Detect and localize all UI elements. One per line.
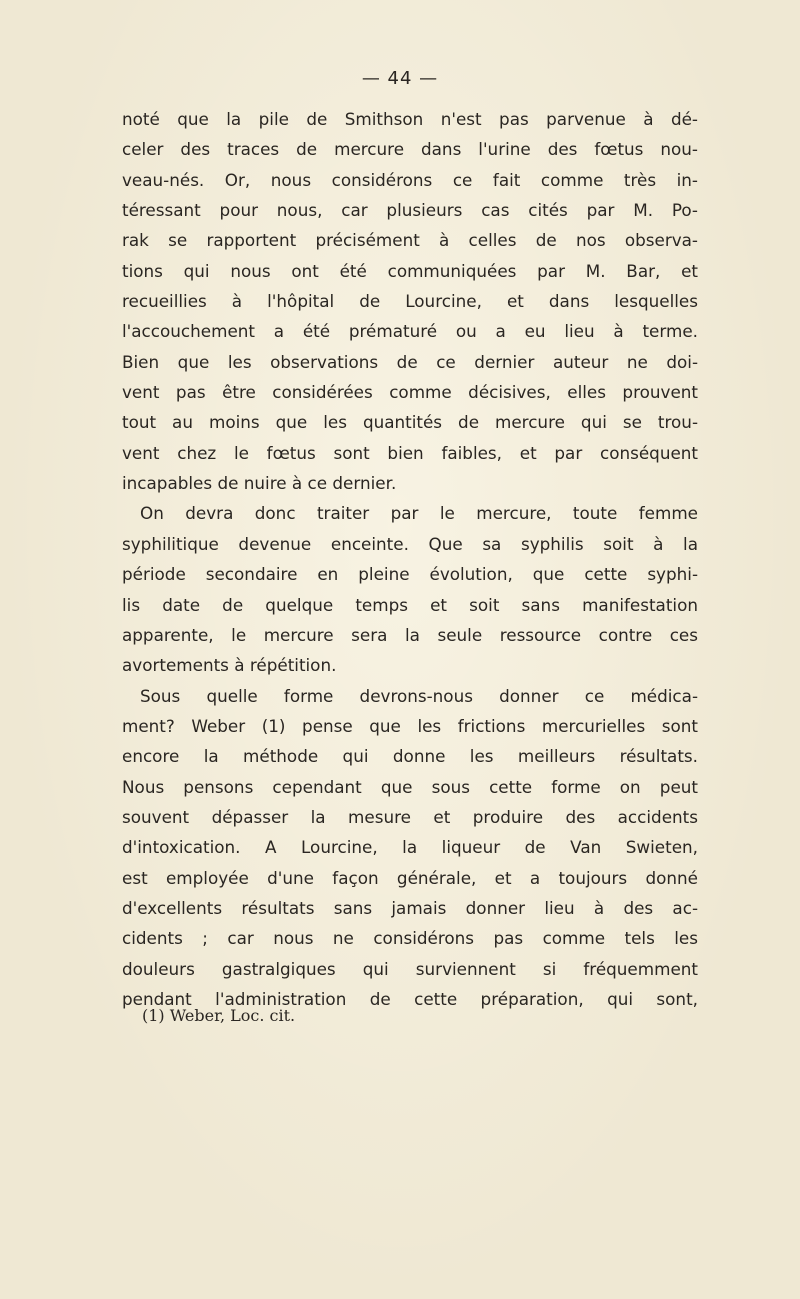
text-line: d'excellents résultats sans jamais donner lieu à des ac- [122, 897, 698, 918]
body-text [122, 104, 698, 1014]
text-line: vent chez le fœtus sont bien faibles, et par conséquent [122, 442, 698, 463]
text-line: Sous quelle forme devrons-nous donner ce médica- [140, 685, 698, 706]
text-line: Nous pensons cependant que sous cette forme on peut [122, 776, 698, 797]
text-line: douleurs gastralgiques qui surviennent si fréquemment [122, 958, 698, 979]
text-line: période secondaire en pleine évolution, que cette syphi- [122, 564, 698, 585]
text-line: noté que la pile de Smithson n'est pas parvenue à dé- [122, 109, 698, 129]
text-line: apparente, le mercure sera la seule ressource contre ces [122, 624, 698, 645]
text-line: incapables de nuire à ce dernier. [122, 473, 397, 494]
text-line: tout au moins que les quantités de mercure qui se trou- [122, 412, 698, 433]
text-line: Bien que les observations de ce dernier auteur ne doi- [122, 351, 698, 372]
text-line: pendant l'administration de cette préparation, qui sont, [122, 988, 698, 1009]
text-line: l'accouchement a été prématuré ou a eu lieu à terme. [122, 321, 698, 342]
text-line: cidents ; car nous ne considérons pas comme tels les [122, 928, 698, 949]
text-line: est employée d'une façon générale, et a toujours donné [122, 867, 698, 888]
text-line: veau-nés. Or, nous considérons ce fait comme très in- [122, 169, 698, 190]
text-line: d'intoxication. A Lourcine, la liqueur de Van Swieten, [122, 837, 698, 858]
text-line: avortements à répétition. [122, 655, 337, 676]
text-line: encore la méthode qui donne les meilleurs résultats. [122, 746, 698, 767]
text-line: syphilitique devenue enceinte. Que sa syphilis soit à la [122, 533, 698, 554]
text-line: On devra donc traiter par le mercure, toute femme [140, 503, 698, 524]
text-line: lis date de quelque temps et soit sans manifestation [122, 594, 698, 615]
text-line: celer des traces de mercure dans l'urine des fœtus nou- [122, 139, 698, 160]
text-line: recueillies à l'hôpital de Lourcine, et dans lesquelles [122, 291, 698, 312]
text-line: tions qui nous ont été communiquées par M. Bar, et [122, 260, 698, 281]
text-line: souvent dépasser la mesure et produire des accidents [122, 806, 698, 827]
text-line: vent pas être considérées comme décisives, elles prouvent [122, 382, 698, 403]
text-line: ment? Weber (1) pense que les frictions mercurielles sont [122, 715, 698, 736]
footnote: (1) Weber, Loc. cit. [142, 1006, 296, 1025]
text-line: téressant pour nous, car plusieurs cas cités par M. Po- [122, 200, 698, 221]
page-number: — 44 — [361, 68, 439, 89]
text-line: rak se rapportent précisément à celles de nos observa- [122, 230, 698, 251]
